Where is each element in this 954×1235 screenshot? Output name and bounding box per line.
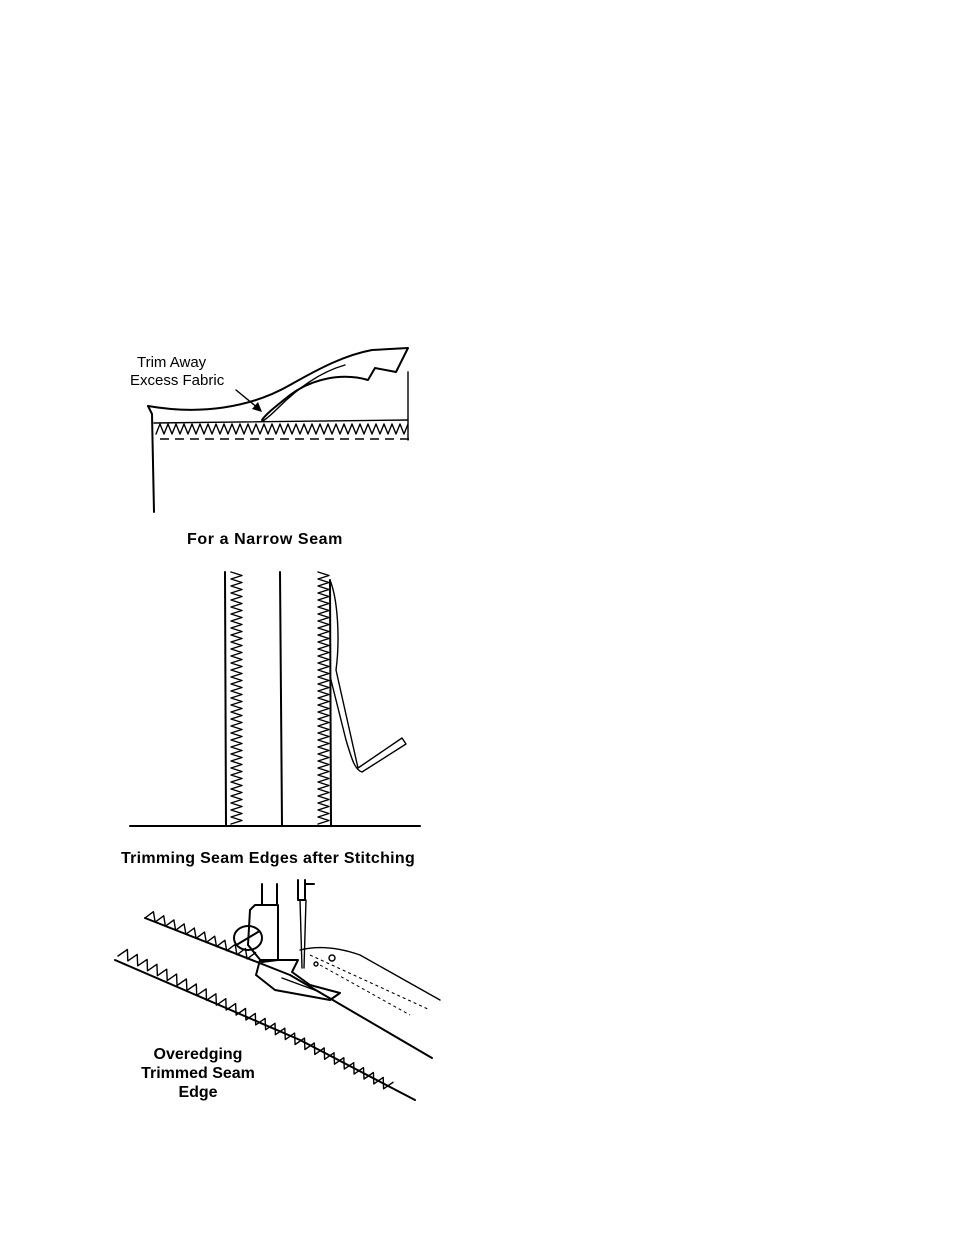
overedging-figure bbox=[115, 880, 440, 1101]
trimming-caption: Trimming Seam Edges after Stitching bbox=[120, 850, 416, 867]
narrow-seam-caption: For a Narrow Seam bbox=[186, 531, 344, 548]
needle-bar bbox=[298, 880, 314, 900]
overedging-caption-line-3: Edge bbox=[178, 1084, 218, 1101]
callout-line-1: Trim Away bbox=[137, 354, 207, 371]
plate-hole bbox=[314, 962, 318, 966]
plate-guide-1 bbox=[310, 955, 430, 1010]
presser-foot-shank bbox=[248, 905, 278, 962]
right-strip-right-edge bbox=[330, 580, 331, 826]
upper-overedge-zigzag bbox=[145, 912, 256, 959]
presser-bar bbox=[262, 884, 277, 905]
zigzag-stitch-row bbox=[156, 424, 408, 434]
needle bbox=[300, 900, 306, 968]
callout-line-2: Excess Fabric bbox=[130, 372, 225, 389]
trimming-figure bbox=[121, 572, 420, 867]
center-seam-line bbox=[280, 572, 282, 826]
plate-hole bbox=[329, 955, 335, 961]
fabric-left-edge bbox=[148, 406, 154, 512]
plate-guide-2 bbox=[320, 965, 410, 1015]
right-strip-zigzag bbox=[318, 572, 329, 824]
seam-line bbox=[154, 420, 408, 423]
overedging-caption-line-2: Trimmed Seam bbox=[141, 1065, 255, 1082]
left-strip-left-edge bbox=[225, 572, 226, 826]
trimmed-excess-ribbon bbox=[330, 580, 406, 772]
overedging-caption-line-1: Overedging bbox=[153, 1046, 243, 1063]
narrow-seam-figure bbox=[130, 348, 410, 548]
left-strip-zigzag bbox=[231, 572, 242, 824]
